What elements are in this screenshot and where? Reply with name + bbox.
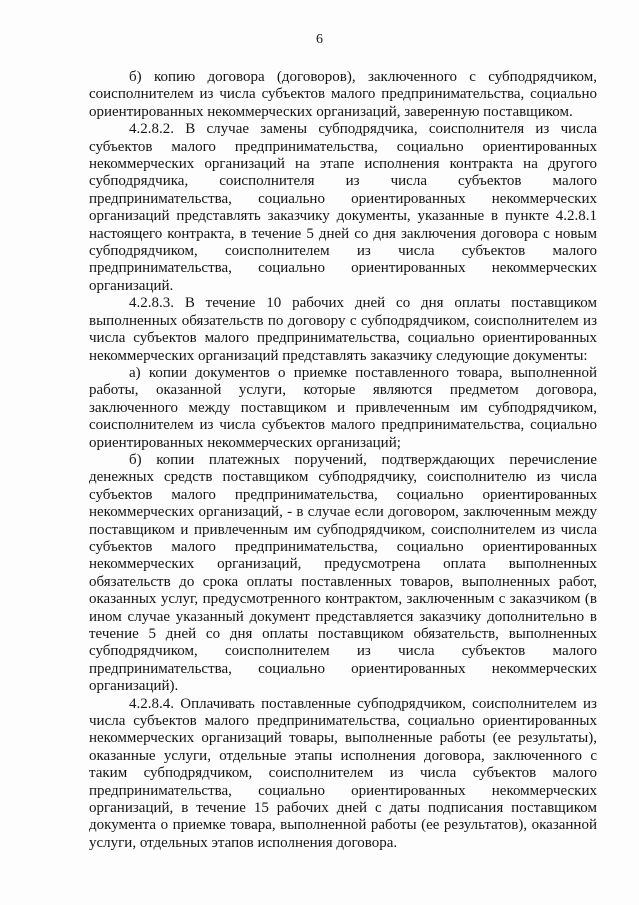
paragraph-4-2-8-3: 4.2.8.3. В течение 10 рабочих дней со дня оплаты поставщиком выполненных обязательств по договору с субподрядчиком, соисполнителем из числа субъектов малого предпринимательства, социально ориентированных некоммерческих организаций представлять заказчику следующие документы: (89, 295, 597, 364)
document-body (89, 69, 597, 852)
paragraph-item-b: б) копии платежных поручений, подтверждающих перечисление денежных средств поставщиком субподрядчику, соисполнителю из числа субъектов малого предпринимательства, социально ориентированных некоммерческих организаций, - в случае если договором, заключенным между поставщиком и привлеченным им субподрядчиком, соисполнителем из числа субъектов малого предпринимательства, социально ориентированных некоммерческих организаций, предусмотрена оплата выполненных обязательств до срока оплаты поставленных товаров, выполненных работ, оказанных услуг, предусмотренного контрактом, заключенным с заказчиком (в ином случае указанный документ представляется заказчику дополнительно в течение 5 дней со дня оплаты поставщиком обязательств, выполненных субподрядчиком, соисполнителем из числа субъектов малого предпринимательства, социально ориентированных некоммерческих организаций). (89, 451, 597, 695)
paragraph-copy-of-contract: б) копию договора (договоров), заключенного с субподрядчиком, соисполнителем из числа субъектов малого предпринимательства, социально ориентированных некоммерческих организаций, заверенную поставщиком. (89, 69, 597, 120)
paragraph-item-a: а) копии документов о приемке поставленного товара, выполненной работы, оказанной услуги, которые являются предметом договора, заключенного между поставщиком и привлеченным им субподрядчиком, соисполнителем из числа субъектов малого предпринимательства, социально ориентированных некоммерческих организаций; (89, 364, 597, 451)
paragraph-4-2-8-4: 4.2.8.4. Оплачивать поставленные субподрядчиком, соисполнителем из числа субъектов малого предпринимательства, социально ориентированных некоммерческих организаций товары, выполненные работы (ее результаты), оказанные услуги, отдельные этапы исполнения договора, заключенного с таким субподрядчиком, соисполнителем из числа субъектов малого предпринимательства, социально ориентированных некоммерческих организаций, в течение 15 рабочих дней с даты подписания поставщиком документа о приемке товара, выполненной работы (ее результатов), оказанной услуги, отдельных этапов исполнения договора. (89, 695, 597, 851)
page-number: 6 (316, 32, 323, 47)
paragraph-4-2-8-2: 4.2.8.2. В случае замены субподрядчика, соисполнителя из числа субъектов малого предпринимательства, социально ориентированных некоммерческих организаций на этапе исполнения контракта на другого субподрядчика, соисполнителя из числа субъектов малого предпринимательства, социально ориентированных некоммерческих организаций представлять заказчику документы, указанные в пункте 4.2.8.1 настоящего контракта, в течение 5 дней со дня заключения договора с новым субподрядчиком, соисполнителем из числа субъектов малого предпринимательства, социально ориентированных некоммерческих организаций. (89, 121, 597, 294)
